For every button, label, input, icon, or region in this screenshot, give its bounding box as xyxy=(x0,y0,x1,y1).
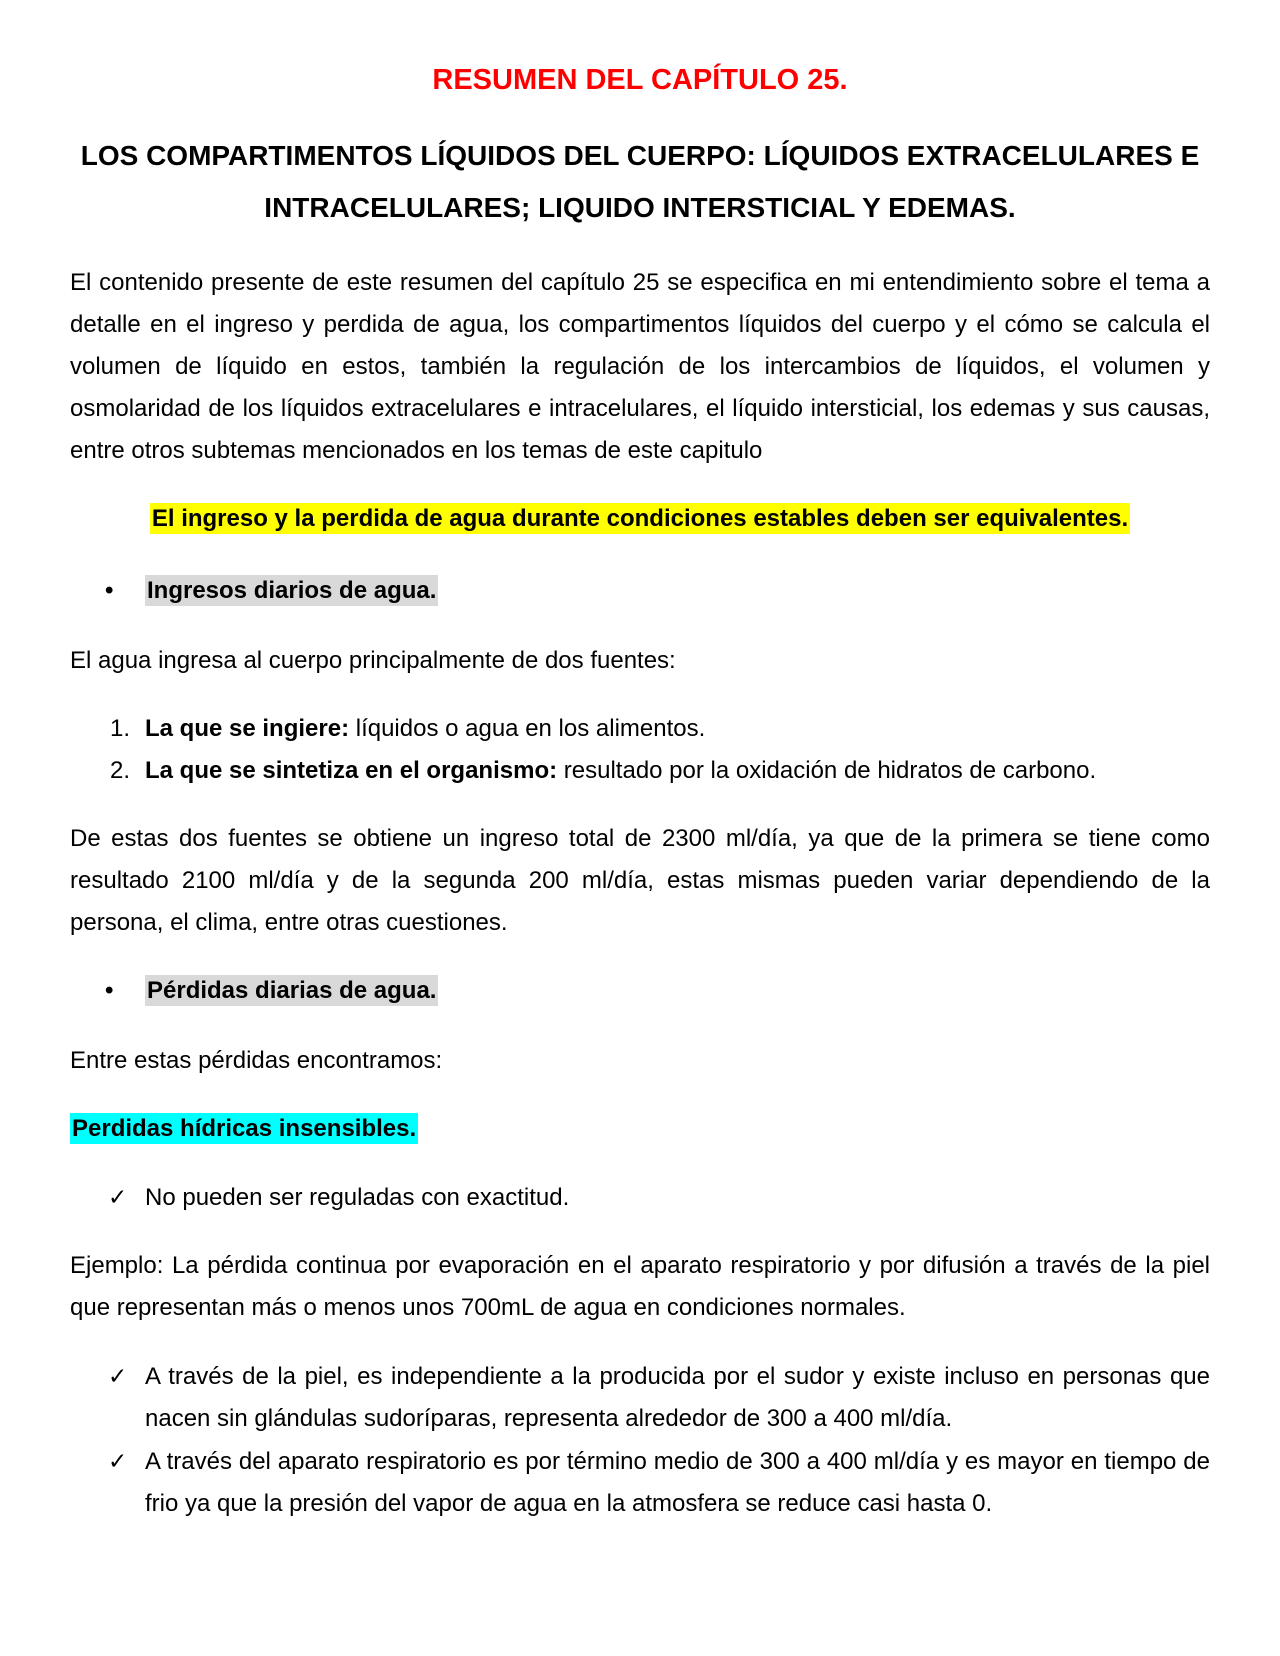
ingress-intro-paragraph: El agua ingresa al cuerpo principalmente de dos fuentes: xyxy=(70,647,676,674)
checkmark-icon: ✓ xyxy=(108,1363,128,1389)
list-number: 1. xyxy=(110,715,131,742)
ingress-totals-paragraph: De estas dos fuentes se obtiene un ingreso total de 2300 ml/día, ya que de la primera se tiene como resultado 2100 ml/día y de la segunda 200 ml/día, estas mismas pueden variar dependiendo de la persona, el clima, entre otras cuestiones. xyxy=(70,825,1210,936)
gray-highlighted-heading: Pérdidas diarias de agua. xyxy=(147,977,437,1004)
list-number: 2. xyxy=(110,757,131,784)
section-heading-ingresos xyxy=(70,570,1210,612)
list-item xyxy=(70,750,1210,792)
bullet-icon: • xyxy=(105,977,114,1004)
list-item xyxy=(70,1355,1210,1440)
equivalence-statement-line xyxy=(70,498,1210,540)
intro-paragraph: El contenido presente de este resumen del capítulo 25 se especifica en mi entendimiento sobre el tema a detalle en el ingreso y perdida de agua, los compartimentos líquidos del cuerpo y el cómo se calcula el volumen de líquido en estos, también la regulación de los intercambios de líquidos, el volumen y osmolaridad de los líquidos extracelulares e intracelulares, el líquido intersticial, los edemas y sus causas, entre otros subtemas mencionados en los temas de este capitulo xyxy=(70,269,1210,464)
water-sources-list xyxy=(70,708,1210,792)
list-item-rest: resultado por la oxidación de hidratos de carbono. xyxy=(557,757,1097,784)
checkmark-icon: ✓ xyxy=(108,1184,128,1210)
losses-intro-paragraph: Entre estas pérdidas encontramos: xyxy=(70,1047,443,1074)
list-item-text xyxy=(145,708,1210,750)
list-item-lead: La que se sintetiza en el organismo: xyxy=(145,757,558,784)
list-item xyxy=(70,1176,1210,1219)
page-title: RESUMEN DEL CAPÍTULO 25. xyxy=(432,64,848,96)
list-item-lead: La que se ingiere: xyxy=(145,715,350,742)
example-paragraph: Ejemplo: La pérdida continua por evaporación en el aparato respiratorio y por difusión a través de la piel que representan más o menos unos 700mL de agua en condiciones normales. xyxy=(70,1252,1210,1321)
cyan-highlighted-heading: Perdidas hídricas insensibles. xyxy=(72,1115,417,1142)
yellow-highlighted-statement: El ingreso y la perdida de agua durante condiciones estables deben ser equivalentes. xyxy=(151,505,1129,532)
list-item-text: No pueden ser reguladas con exactitud. xyxy=(145,1184,570,1211)
insensible-note-list xyxy=(70,1176,1210,1219)
list-item-text: A través del aparato respiratorio es por término medio de 300 a 400 ml/día y es mayor en tiempo de frio ya que la presión del vapor de agua en la atmosfera se reduce casi hasta 0. xyxy=(145,1448,1210,1517)
list-item-rest: líquidos o agua en los alimentos. xyxy=(349,715,706,742)
gray-highlighted-heading: Ingresos diarios de agua. xyxy=(147,577,437,604)
bullet-icon: • xyxy=(105,577,114,604)
checkmark-icon: ✓ xyxy=(108,1448,128,1474)
list-item-text: A través de la piel, es independiente a la producida por el sudor y existe incluso en personas que nacen sin glándulas sudoríparas, representa alrededor de 300 a 400 ml/día. xyxy=(145,1363,1210,1432)
insensible-losses-heading-line xyxy=(70,1108,1210,1150)
list-item-text xyxy=(145,750,1210,792)
list-item xyxy=(70,708,1210,750)
section-heading-perdidas xyxy=(70,970,1210,1012)
page-subtitle: LOS COMPARTIMENTOS LÍQUIDOS DEL CUERPO: LÍQUIDOS EXTRACELULARES E INTRACELULARES; LIQUIDO INTERSTICIAL Y EDEMAS. xyxy=(80,140,1200,223)
insensible-details-list xyxy=(70,1355,1210,1525)
list-item xyxy=(70,1440,1210,1525)
